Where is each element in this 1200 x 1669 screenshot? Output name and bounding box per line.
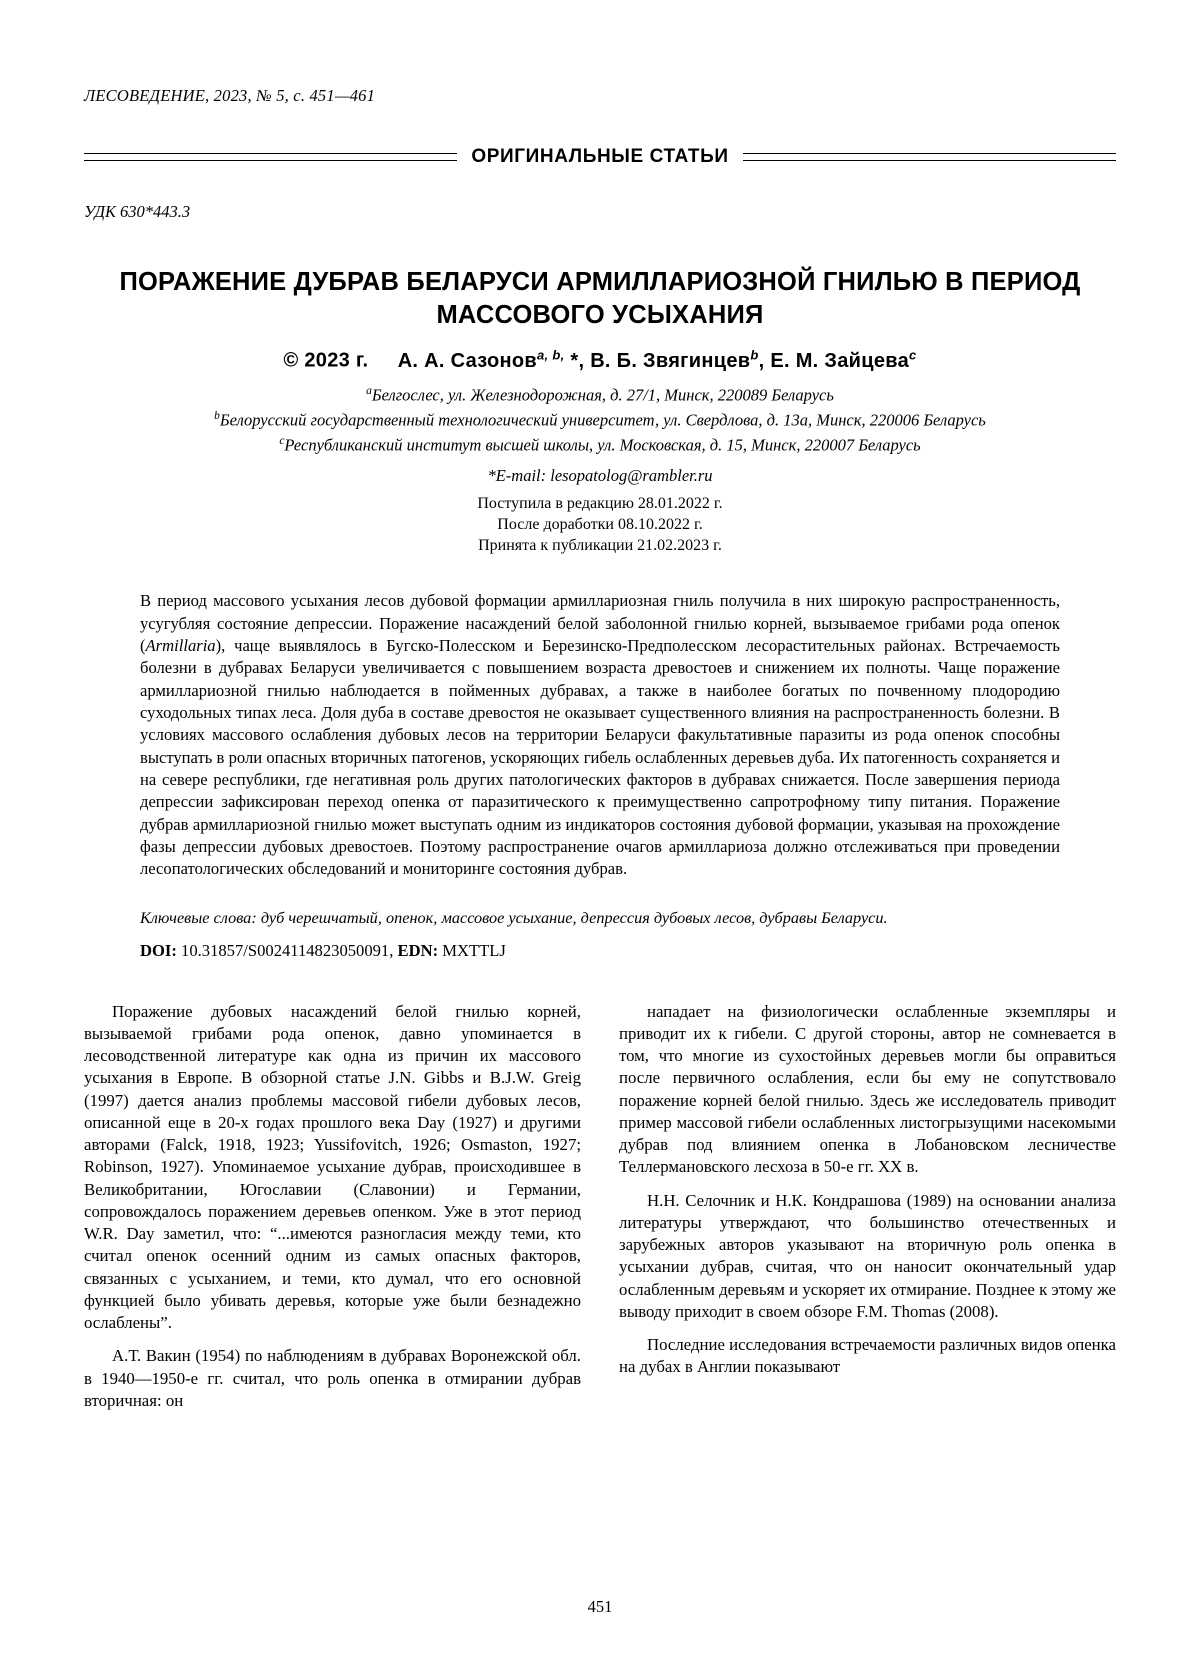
paragraph: Последние исследования встречаемости различных видов опенка на дубах в Англии показывают [619, 1335, 1116, 1377]
keywords-line [140, 907, 1060, 929]
page-title: ПОРАЖЕНИЕ ДУБРАВ БЕЛАРУСИ АРМИЛЛАРИОЗНОЙ ГНИЛЬЮ В ПЕРИОД МАССОВОГО УСЫХАНИЯ [119, 268, 1081, 329]
copyright-year: © 2023 г. [283, 349, 369, 372]
page-number: 451 [587, 1597, 613, 1616]
paragraph: нападает на физиологически ослабленные экземпляры и приводит их к гибели. С другой стороны, автор не сомневается в том, что многие из сухостойных деревьев могли бы оправиться после первичного ослабления, если бы ему не сопутствовало поражение корней белой гнилью. Здесь же исследователь приводит пример массовой гибели ослабленных листогрызущими насекомыми дубрав под влиянием опенка в Лобановском лесничестве Теллермановского лесхоза в 50-е гг. XX в. [619, 1001, 1116, 1177]
section-banner [84, 146, 1116, 168]
body-column-right [619, 1001, 1116, 1413]
edn-value: MXTTLJ [442, 940, 506, 960]
keywords-label: Ключевые слова: [140, 907, 257, 927]
date-accepted: Принята к публикации 21.02.2023 г. [478, 537, 722, 555]
author-3: Е. М. Зайцева$^c$ [770, 347, 917, 372]
edn-label: EDN: [397, 940, 439, 960]
paragraph: А.Т. Вакин (1954) по наблюдениям в дубравах Воронежской обл. в 1940—1950-е гг. считал, что роль опенка в отмирании дубрав вторичная: он [84, 1346, 581, 1410]
abstract-text: В период массового усыхания лесов дубовой формации армиллариозная гниль получила в них широкую распространенность, усугубляя состояние депрессии. Поражение насаждений белой заболонной гнилью корней, вызываемое грибами рода опенок (Armillaria), чаще выявлялось в Бугско-Полесском и Березинско-Предполесском лесорастительных районах. Встречаемость болезни в дубравах Беларуси увеличивается с повышением возраста древостоев и снижением их полноты. Чаще поражение армиллариозной гнилью наблюдается в пойменных дубравах, а также в наиболее богатых по почвенному плодородию суходольных типах леса. Доля дуба в составе древостоя не оказывает существенного влияния на распространенность болезни. В условиях массового ослабления дубовых лесов на территории Беларуси факультативные паразиты из рода опенок способны выступать в роли опасных вторичных патогенов, ускоряющих гибель ослабленных деревьев дуба. Их патогенность сохраняется и на севере республики, где негативная роль других патологических факторов в дубравах снижается. После завершения периода депрессии зафиксирован переход опенка от паразитического к преимущественно сапротрофному типу питания. Поражение дубрав армиллариозной гнилью может выступать одним из индикаторов состояния дубовой формации, указывая на прохождение фазы депрессии дубовых древостоев. Поэтому распространение очагов армиллариоза должно отслеживаться при проведении лесопатологических обследований и мониторинге состояния дубрав. [140, 591, 1060, 879]
section-banner-text: ОРИГИНАЛЬНЫЕ СТАТЬИ [471, 146, 729, 167]
journal-header: ЛЕСОВЕДЕНИЕ, 2023, № 5, с. 451—461 [84, 86, 376, 105]
udk-code: УДК 630*443.3 [84, 202, 191, 221]
affiliation-3: $^c$Республиканский институт высшей школы, ул. Московская, д. 15, Минск, 220007 Беларусь [279, 434, 921, 455]
contact-email: *E-mail: lesopatolog@rambler.ru [487, 465, 713, 485]
banner-rule-right [743, 153, 1116, 161]
paragraph: Поражение дубовых насаждений белой гнилью корней, вызываемой грибами рода опенок, давно упоминается в лесоводственной литературе как одна из причин их массового усыхания в Европе. В обзорной статье J.N. Gibbs и B.J.W. Greig (1997) дается анализ проблемы массовой гибели дубовых лесов, описанной еще в 20-х годах прошлого века Day (1927) и другими авторами (Falck, 1918, 1923; Yussifovitch, 1926; Osmaston, 1927; Robinson, 1927). Упоминаемое усыхание дубрав, происходившее в Великобритании, Югославии (Славонии) и Германии, сопровождалось поражением деревьев опенком. Уже в этот период W.R. Day заметил, что: “...имеются разногласия между теми, кто считал опенок осенний одним из самых опасных факторов, связанных с усыханием, и теми, кто думал, что его основной функцией было убивать деревья, которые уже были безнадежно ослаблены”. [84, 1001, 581, 1333]
doi-label: DOI: [140, 940, 177, 960]
doi-line [140, 941, 1060, 961]
banner-rule-left [84, 153, 457, 161]
submission-dates [84, 493, 1116, 557]
authors-line [84, 347, 1116, 373]
paragraph: Н.Н. Селочник и Н.К. Кондрашова (1989) на основании анализа литературы утверждают, что большинство отечественных и зарубежных авторов указывают на вторичную роль опенка в усыхании дубрав, считая, что он наносит окончательный удар ослабленным деревьям и ускоряет их отмирание. Позднее к этому же выводу приходит в своем обзоре F.M. Thomas (2008). [619, 1190, 1116, 1321]
author-1: А. А. Сазонов$^{a, b,}$ *, [397, 347, 585, 372]
affiliation-2: $^b$Белорусский государственный технологический университет, ул. Свердлова, д. 13а, Минск, 220006 Беларусь [214, 409, 986, 430]
author-2: В. Б. Звягинцев$^b$, [590, 347, 765, 372]
body-column-left [84, 1001, 581, 1413]
date-received: Поступила в редакцию 28.01.2022 г. [477, 494, 723, 512]
doi-value: 10.31857/S0024114823050091, [181, 940, 394, 960]
keywords-value: дуб черешчатый, опенок, массовое усыхание, депрессия дубовых лесов, дубравы Беларуси. [260, 907, 888, 927]
date-revised: После доработки 08.10.2022 г. [497, 515, 703, 533]
affiliation-1: $^a$Белгослес, ул. Железнодорожная, д. 27/1, Минск, 220089 Беларусь [366, 384, 834, 405]
body-columns [84, 1001, 1116, 1413]
